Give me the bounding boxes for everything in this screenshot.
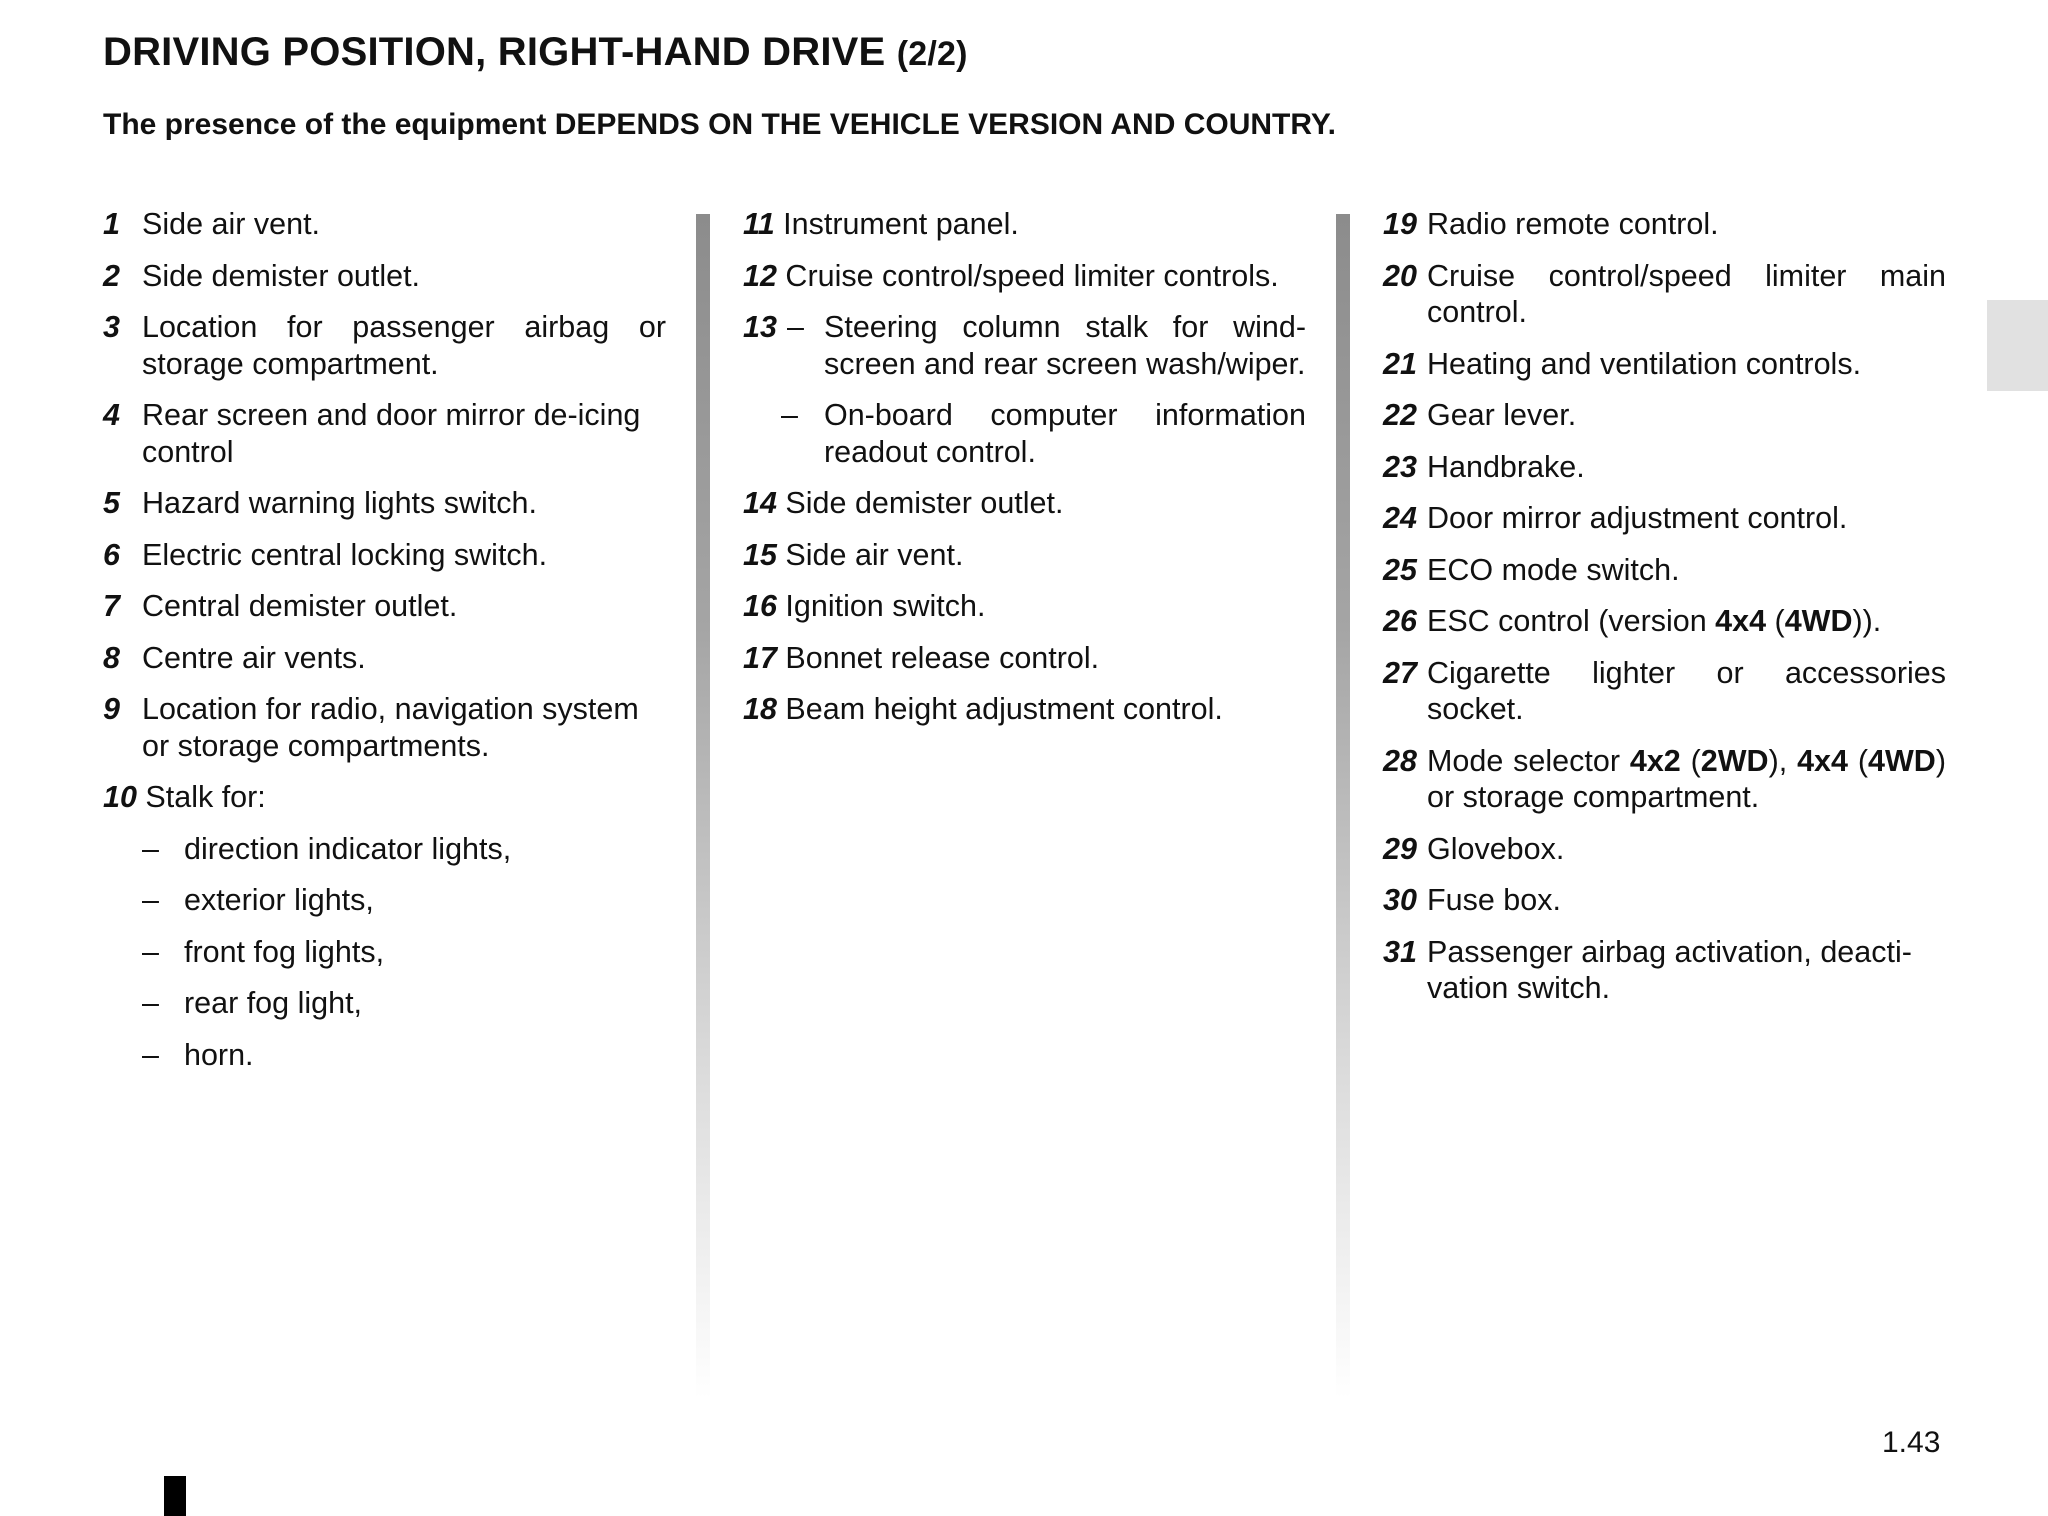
dash-bullet: – (142, 883, 159, 917)
text-run: ESC control (version (1427, 604, 1716, 638)
dash-bullet: – (142, 986, 159, 1020)
list-item (743, 588, 1306, 625)
item-text: Side air vent. (785, 537, 964, 572)
text-run: )). (1852, 604, 1882, 638)
item-number: 19 (1383, 207, 1417, 241)
item-number: 1 (103, 207, 120, 241)
title-part: (2/2) (896, 35, 968, 73)
item-text (1427, 744, 1946, 815)
text-run: ( (1680, 743, 1701, 778)
list-item (743, 309, 1306, 382)
item-text: Side demister outlet. (785, 486, 1064, 520)
item-number: 5 (103, 486, 120, 520)
item-text: Hazard warning lights switch. (142, 486, 537, 520)
item-number: 30 (1383, 883, 1417, 917)
item-text: Cruise control/speed limiter controls. (785, 258, 1279, 293)
sub-item (103, 882, 666, 919)
list-item (1383, 882, 1946, 919)
item-text: Location for radio, navigation system or storage compartments. (142, 692, 639, 763)
item-number: 2 (103, 258, 120, 293)
item-text: Radio remote control. (1427, 207, 1719, 241)
item-number: 6 (103, 537, 120, 572)
sub-item (103, 831, 666, 868)
dash-bullet: – (142, 1037, 159, 1072)
print-mark (164, 1476, 186, 1516)
sub-item-text: horn. (184, 1037, 254, 1072)
dash-bullet: – (781, 398, 798, 432)
item-number: 3 (103, 310, 120, 344)
list-item (743, 537, 1306, 574)
item-text: Steering column stalk for wind-screen and rear screen wash/wiper. (824, 310, 1306, 381)
list-item (1383, 346, 1946, 383)
item-text: Rear screen and door mirror de-icing control (142, 398, 641, 469)
item-text: Electric central locking switch. (142, 537, 548, 572)
list-item (1383, 934, 1946, 1007)
item-text: Stalk for: (145, 780, 266, 814)
list-item (1383, 552, 1946, 589)
column-3 (1383, 206, 1946, 1022)
list-item (103, 691, 666, 764)
page-subtitle: The presence of the equipment DEPENDS ON THE VEHICLE VERSION AND COUNTRY. (103, 108, 1336, 141)
item-number: 10 (103, 780, 137, 814)
item-number: 12 (743, 258, 777, 293)
page-number: 1.43 (1882, 1426, 1941, 1459)
text-run: ), (1768, 743, 1798, 778)
item-number: 25 (1383, 552, 1417, 587)
list-item (103, 309, 666, 382)
list-item (1383, 831, 1946, 868)
item-number: 31 (1383, 934, 1417, 969)
page-title (103, 30, 968, 75)
item-number: 29 (1383, 831, 1417, 866)
list-item (743, 691, 1306, 728)
item-text: Glovebox. (1427, 831, 1565, 866)
item-number: 28 (1383, 743, 1417, 778)
item-text: Centre air vents. (142, 640, 366, 675)
column-2 (743, 206, 1306, 743)
dash-bullet: – (142, 934, 159, 969)
column-1 (103, 206, 666, 1088)
list-item (743, 258, 1306, 295)
sub-item-text: exterior lights, (184, 883, 374, 917)
text-run: Mode selector (1427, 743, 1630, 778)
text-run: ( (1847, 743, 1869, 778)
list-item (743, 640, 1306, 677)
text-run-bold: 4x4 (1715, 604, 1767, 638)
list-item (103, 588, 666, 625)
column-divider-1 (696, 214, 710, 1399)
item-number: 4 (103, 398, 120, 432)
item-number: 15 (743, 537, 777, 572)
item-number: 20 (1383, 258, 1417, 293)
sub-item-text: front fog lights, (184, 934, 385, 969)
sub-item (103, 934, 666, 971)
list-item (103, 779, 666, 816)
sub-item (103, 1037, 666, 1074)
text-run-bold: 4WD (1784, 604, 1853, 638)
item-text: Side air vent. (142, 207, 321, 241)
sub-item-text: On-board computer information readout control. (824, 398, 1306, 469)
item-number: 7 (103, 589, 120, 623)
item-number: 18 (743, 692, 777, 726)
item-text: Beam height adjustment control. (785, 692, 1223, 726)
list-item (1383, 206, 1946, 243)
item-text: Handbrake. (1427, 449, 1585, 484)
item-text: Side demister outlet. (142, 258, 421, 293)
item-text: Ignition switch. (785, 589, 986, 623)
item-number: 8 (103, 640, 120, 675)
item-number: 9 (103, 692, 120, 726)
list-item (1383, 449, 1946, 486)
column-divider-2 (1336, 214, 1350, 1399)
text-run-bold: 4x2 (1629, 743, 1681, 778)
item-text: Door mirror adjustment control. (1427, 501, 1848, 535)
sub-item (103, 985, 666, 1022)
item-text: Location for passenger airbag or storage compartment. (142, 310, 666, 381)
item-number: 21 (1383, 346, 1417, 381)
item-number: 24 (1383, 501, 1417, 535)
item-number: 16 (743, 589, 777, 623)
title-text: DRIVING POSITION, RIGHT-HAND DRIVE (103, 30, 886, 74)
item-number: 11 (743, 207, 775, 241)
item-text: ECO mode switch. (1427, 552, 1680, 587)
item-text (1427, 604, 1881, 638)
list-item (743, 485, 1306, 522)
sub-item (743, 397, 1306, 470)
dash-bullet: – (142, 831, 159, 866)
text-run: ) or storage compartment. (1427, 743, 1946, 814)
list-item (103, 397, 666, 470)
item-text: Passenger airbag activation, deacti-vation switch. (1427, 934, 1912, 1005)
text-run: ( (1766, 604, 1785, 638)
item-text: Gear lever. (1427, 398, 1577, 432)
list-item (1383, 743, 1946, 816)
list-item (1383, 397, 1946, 434)
list-item (743, 206, 1306, 243)
list-item (103, 206, 666, 243)
section-tab (1987, 300, 2048, 391)
item-text: Heating and ventilation controls. (1427, 346, 1862, 381)
item-text: Central demister outlet. (142, 589, 458, 623)
item-number: 14 (743, 486, 777, 520)
list-item (1383, 603, 1946, 640)
list-item (103, 640, 666, 677)
item-text: Instrument panel. (783, 207, 1019, 241)
item-text: Fuse box. (1427, 883, 1561, 917)
list-item (1383, 258, 1946, 331)
sub-item-text: direction indicator lights, (184, 831, 512, 866)
list-item (1383, 500, 1946, 537)
item-number: 23 (1383, 449, 1417, 484)
text-run-bold: 4x4 (1797, 743, 1848, 778)
dash-bullet: – (787, 310, 804, 344)
item-text: Cruise control/speed limiter main control. (1427, 258, 1946, 329)
list-item (103, 485, 666, 522)
item-number: 27 (1383, 655, 1417, 690)
item-text: Bonnet release control. (785, 640, 1100, 675)
item-text: Cigarette lighter or accessories socket. (1427, 655, 1946, 726)
sub-item-text: rear fog light, (184, 986, 363, 1020)
text-run-bold: 2WD (1700, 743, 1769, 778)
item-number: 22 (1383, 398, 1417, 432)
item-number: 17 (743, 640, 777, 675)
list-item (103, 537, 666, 574)
item-number: 26 (1383, 604, 1417, 638)
list-item (1383, 655, 1946, 728)
text-run-bold: 4WD (1868, 743, 1936, 778)
list-item (103, 258, 666, 295)
item-number: 13 (743, 310, 777, 344)
